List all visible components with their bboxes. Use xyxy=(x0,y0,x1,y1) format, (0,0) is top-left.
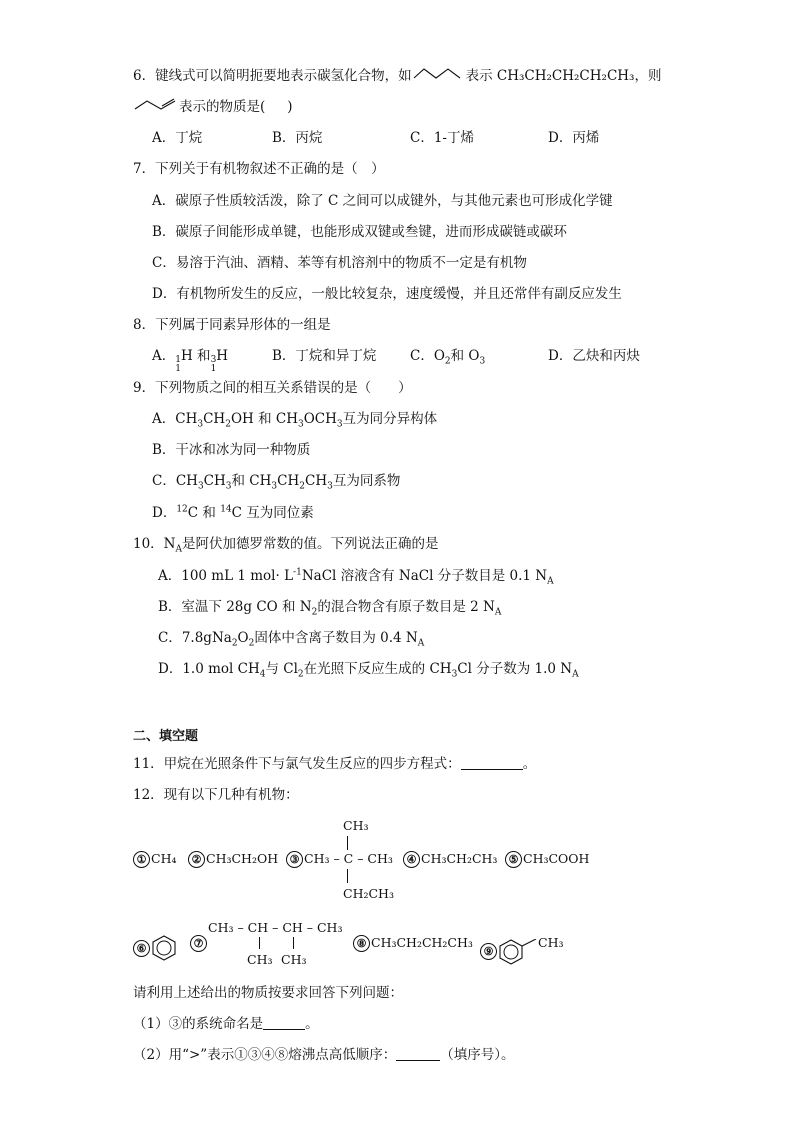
q12-sub2-answer-blank[interactable] xyxy=(396,1046,440,1061)
q12-sub1: （1）③的系统命名是 。 xyxy=(133,1016,319,1032)
q7-stem: 7．下列关于有机物叙述不正确的是（ ） xyxy=(133,161,385,177)
q9-option-c[interactable]: C．$CH_3CH_3$和 $CH_3CH_2CH_3$互为同系物 xyxy=(152,473,401,492)
section-title-fill-in: 二、填空题 xyxy=(133,729,199,744)
compound-3-bottom: CH₂CH₃ xyxy=(343,886,394,901)
compound-3-bond-down xyxy=(347,869,348,883)
q7-option-c[interactable]: C．易溶于汽油、酒精、苯等有机溶剂中的物质不一定是有机物 xyxy=(152,255,527,271)
compound-7-main: CH₃ – CH – CH – CH₃ xyxy=(208,920,343,935)
q7-option-a[interactable]: A．碳原子性质较活泼，除了 C 之间可以成键外，与其他元素也可形成化学键 xyxy=(152,193,613,209)
compound-3-top: CH₃ xyxy=(343,818,369,833)
q7-option-b[interactable]: B．碳原子间能形成单键，也能形成双键或叁键，进而形成碳链或碳环 xyxy=(152,224,567,240)
q12-sub1-answer-blank[interactable] xyxy=(263,1015,305,1030)
compound-4: ④ CH₃CH₂CH₃ xyxy=(403,851,497,868)
q6-text: 键线式可以简明扼要地表示碳氢化合物，如 xyxy=(155,68,412,84)
q6-formula: CH₃CH₂CH₂CH₂CH₃ xyxy=(496,68,635,84)
q6-option-b[interactable]: B．丙烷 xyxy=(272,130,323,146)
compound-7-branch-2: CH₃ xyxy=(281,952,307,967)
q8-option-c[interactable]: C．$O_2$和 $O_3$ xyxy=(410,348,486,367)
q9-option-a[interactable]: A．$CH_3CH_2OH$ 和 $CH_3OCH_3$互为同分异构体 xyxy=(152,411,438,430)
benzene-ring-icon xyxy=(151,935,177,961)
q6-option-c[interactable]: C．1-丁烯 xyxy=(410,130,474,146)
compound-3: ③ CH₃ – C – CH₃ xyxy=(286,851,393,868)
q6-option-a[interactable]: A．丁烷 xyxy=(152,130,203,146)
q9-option-d[interactable]: D．$^{12}$C 和 $^{14}$C 互为同位素 xyxy=(152,504,314,521)
q6-line2: 表示的物质是( ) xyxy=(133,97,293,117)
q12-prompt: 请利用上述给出的物质按要求回答下列问题： xyxy=(133,985,403,1001)
butene-skeletal-structure xyxy=(133,97,179,113)
q10-stem: 10．$N_A$是阿伏加德罗常数的值。下列说法正确的是 xyxy=(133,536,439,555)
compound-8: ⑧ CH₃CH₂CH₂CH₃ xyxy=(353,935,473,952)
q11: 11．甲烷在光照条件下与氯气发生反应的四步方程式： 。 xyxy=(133,756,537,772)
q10-option-a[interactable]: A．100 mL 1 $mol\cdot L^{-1}NaCl$ 溶液含有 NaCl 分子数目是 0.1 $N_A$ xyxy=(158,567,554,587)
q8-option-a[interactable]: A． 1 1 H 和 3 1 H xyxy=(152,348,229,374)
q12-stem: 12．现有以下几种有机物： xyxy=(133,787,299,803)
compound-2: ② CH₃CH₂OH xyxy=(188,851,278,868)
q8-option-b[interactable]: B．丁烷和异丁烷 xyxy=(272,348,377,364)
q8-option-d[interactable]: D．乙炔和丙炔 xyxy=(548,348,640,364)
compound-5: ⑤ CH₃COOH xyxy=(505,851,589,868)
compound-3-bond-up xyxy=(347,836,348,850)
compound-7-bond-2 xyxy=(293,937,294,949)
q6-number: 6． xyxy=(133,68,156,84)
toluene-ring-icon xyxy=(498,939,538,965)
q9-option-b[interactable]: B．干冰和冰为同一种物质 xyxy=(152,442,311,458)
compound-7-bond-1 xyxy=(259,937,260,949)
q12-sub2: （2）用“>”表示①③④⑧熔沸点高低顺序： （填序号）。 xyxy=(133,1047,515,1063)
pentane-skeletal-structure xyxy=(412,66,466,82)
q11-answer-blank[interactable] xyxy=(461,755,523,770)
q6-line1: 6．键线式可以简明扼要地表示碳氢化合物，如 表示 CH₃CH₂CH₂CH₂CH₃，则 xyxy=(133,68,662,84)
q10-option-b[interactable]: B．室温下 28g CO 和 $N_2$的混合物含有原子数目是 2 $N_A$ xyxy=(158,599,502,618)
q10-option-c[interactable]: C．$7.8gNa_2O_2$固体中含离子数目为 0.4 $N_A$ xyxy=(158,630,425,649)
compound-7-branch-1: CH₃ xyxy=(247,952,273,967)
q10-option-d[interactable]: D．1.0 mol $CH_4$与 $Cl_2$在光照下反应生成的 $CH_3Cl$ 分子数为 1.0 $N_A$ xyxy=(158,661,579,680)
compound-9: ⑨CH₃ xyxy=(480,935,563,965)
q7-option-d[interactable]: D．有机物所发生的反应，一般比较复杂，速度缓慢，并且还常伴有副反应发生 xyxy=(152,286,622,302)
q8-stem: 8．下列属于同素异形体的一组是 xyxy=(133,317,331,333)
compound-7-label: ⑦ xyxy=(190,935,208,952)
q9-stem: 9．下列物质之间的相互关系错误的是（ ） xyxy=(133,380,412,396)
q6-option-d[interactable]: D．丙烯 xyxy=(548,130,600,146)
compound-1: ① CH₄ xyxy=(133,851,176,868)
compound-6: ⑥ xyxy=(133,935,177,961)
